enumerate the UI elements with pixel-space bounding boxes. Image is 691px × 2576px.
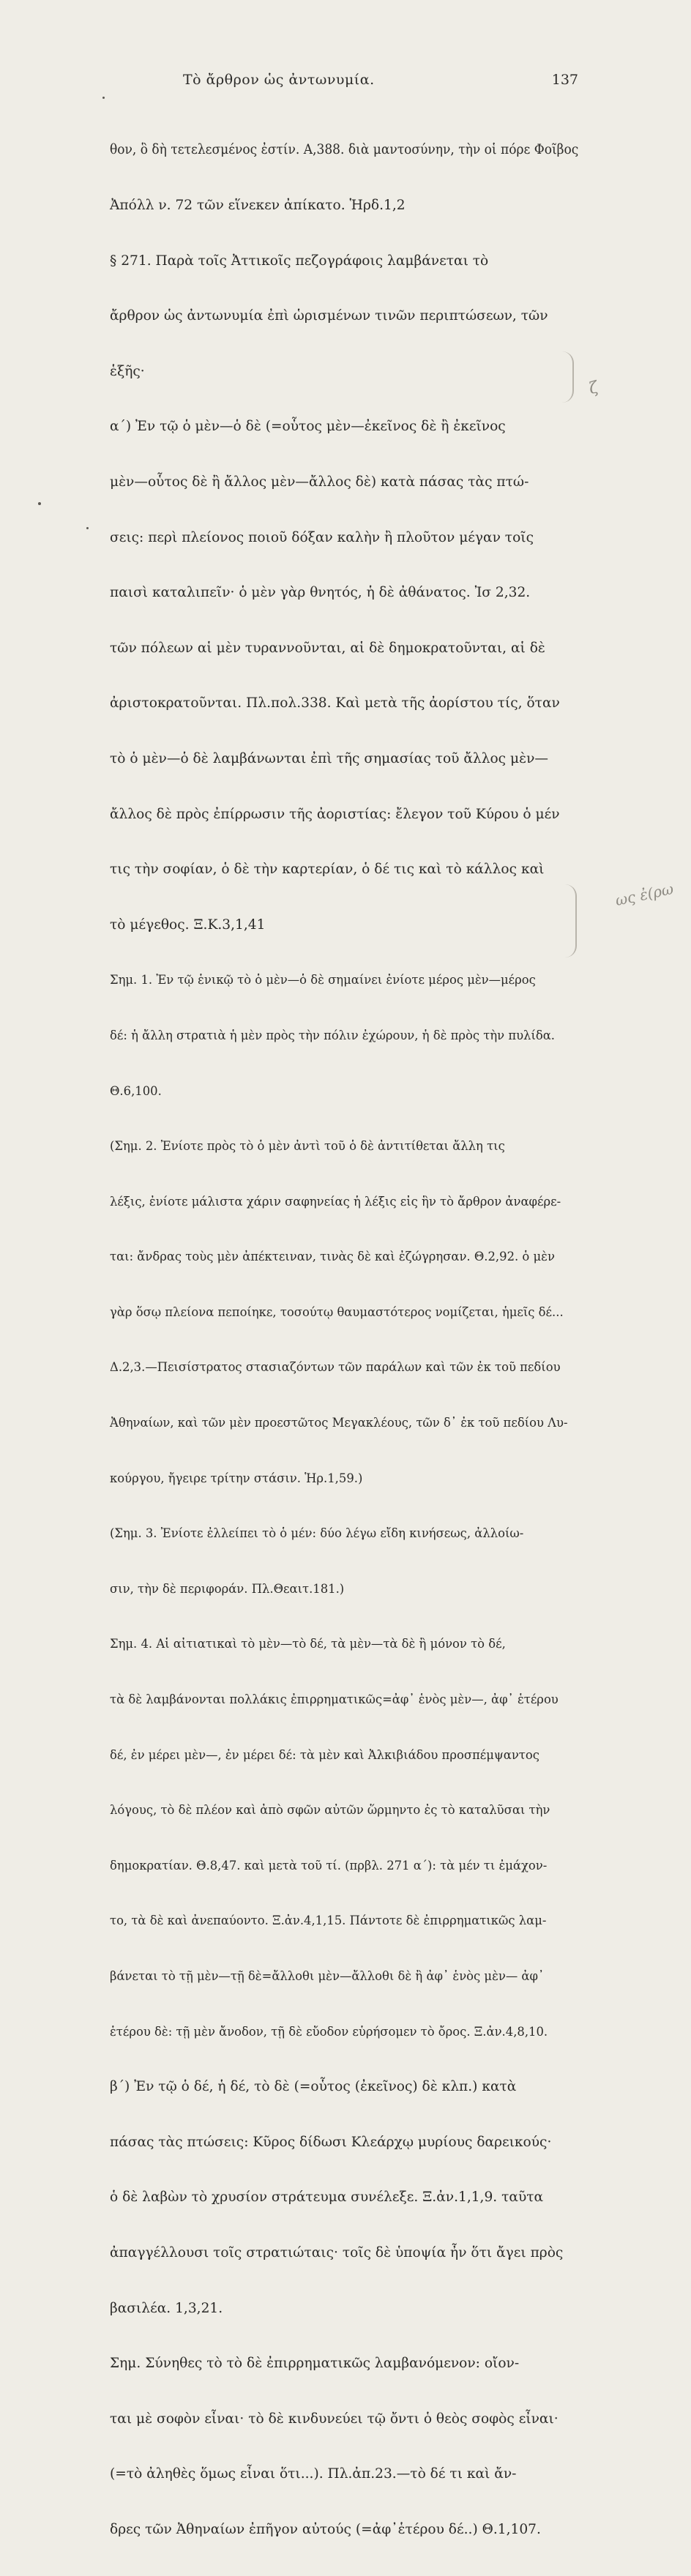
note-line: το, τὰ δὲ καὶ ἀνεπαύοντο. Ξ.ἀν.4,1,15. Πάντοτε δὲ ἐπιρρηματικῶς λαμ-	[110, 1914, 547, 1928]
text-line: ὁ δὲ λαβὼν τὸ χρυσίον στράτευμα συνέλεξε. Ξ.ἀν.1,1,9. ταῦτα	[110, 2189, 544, 2206]
text-line: τῶν πόλεων αἱ μὲν τυραννοῦνται, αἱ δὲ δημοκρατοῦνται, αἱ δὲ	[110, 640, 545, 656]
text-line: α´) Ἐν τῷ ὁ μὲν—ὁ δὲ (=οὗτος μὲν—ἐκεῖνος δὲ ἢ ἐκεῖνος	[110, 419, 506, 435]
note-line: Θ.6,100.	[110, 1083, 162, 1098]
ink-speck	[38, 502, 41, 505]
page-header	[110, 72, 578, 97]
text-line: ἄρθρον ὡς ἀντωνυμία ἐπὶ ὡρισμένων τινῶν περιπτώσεων, τῶν	[110, 308, 548, 324]
note-line: ἑτέρου δὲ: τῇ μὲν ἄνοδον, τῇ δὲ εὔοδον εὑρήσομεν τὸ ὄρος. Ξ.ἀν.4,8,10.	[110, 2024, 548, 2039]
margin-note: ζ	[586, 378, 601, 399]
text-line: θον, ὃ δὴ τετελεσμένος ἐστίν. Α,388. διὰ μαντοσύνην, τὴν οἱ πόρε Φοῖβος	[110, 142, 579, 158]
text-line: ἄλλος δὲ πρὸς ἐπίρρωσιν τῆς ἀοριστίας: ἔλεγον τοῦ Κύρου ὁ μέν	[110, 806, 560, 822]
note-line: δέ, ἐν μέρει μὲν—, ἐν μέρει δέ: τὰ μὲν καὶ Ἀλκιβιάδου προσπέμψαντος	[110, 1747, 539, 1762]
text-line: (=τὸ ἀληθὲς ὅμως εἶναι ὅτι...). Πλ.ἀπ.23.—τὸ δέ τι καὶ ἄν-	[110, 2466, 517, 2482]
note-line: ται: ἄνδρας τοὺς μὲν ἀπέκτειναν, τινὰς δὲ καὶ ἐζώγρησαν. Θ.2,92. ὁ μὲν	[110, 1250, 555, 1264]
note-line: σιν, τὴν δὲ περιφοράν. Πλ.Θεαιτ.181.)	[110, 1581, 345, 1596]
text-line: ἑξῆς·	[110, 363, 145, 379]
note-line: (Σημ. 3. Ἐνίοτε ἐλλείπει τὸ ὁ μέν: δύο λέγω εἴδη κινήσεως, ἀλλοίω-	[110, 1526, 524, 1541]
text-line: τις τὴν σοφίαν, ὁ δὲ τὴν καρτερίαν, ὁ δέ τις καὶ τὸ κάλλος καὶ	[110, 862, 545, 878]
text-line: τὸ μέγεθος. Ξ.Κ.3,1,41	[110, 916, 266, 933]
note-line: Σημ. 4. Αἱ αἰτιατικαὶ τὸ μὲν—τὸ δέ, τὰ μὲν—τὰ δὲ ἢ μόνον τὸ δέ,	[110, 1637, 506, 1651]
text-line: μὲν—οὗτος δὲ ἢ ἄλλος μὲν—ἄλλος δὲ) κατὰ πάσας τὰς πτώ-	[110, 474, 529, 490]
body-text	[110, 104, 578, 2576]
section-heading-line: § 271. Παρὰ τοῖς Ἀττικοῖς πεζογράφοις λαμβάνεται τὸ	[110, 253, 489, 269]
text-line: τὸ ὁ μὲν—ὁ δὲ λαμβάνωνται ἐπὶ τῆς σημασίας τοῦ ἄλλος μὲν—	[110, 750, 548, 766]
pencil-bracket	[565, 884, 577, 957]
margin-note: ως ἐ(ρω	[613, 879, 676, 910]
running-head: Τὸ ἄρθρον ὡς ἀντωνυμία.	[183, 72, 375, 88]
note-line: βάνεται τὸ τῇ μὲν—τῇ δὲ=ἄλλοθι μὲν—ἄλλοθι δὲ ἢ ἀφ᾽ ἑνὸς μὲν— ἀφ᾽	[110, 1969, 545, 1983]
page-number: 137	[551, 72, 578, 88]
note-line: τὰ δὲ λαμβάνονται πολλάκις ἐπιρρηματικῶς=ἀφ᾽ ἑνὸς μὲν—, ἀφ᾽ ἑτέρου	[110, 1692, 559, 1707]
note-line: κούργου, ἤγειρε τρίτην στάσιν. Ἡρ.1,59.)	[110, 1471, 363, 1485]
note-line: γὰρ ὅσῳ πλείονα πεποίηκε, τοσούτῳ θαυμαστότερος νομίζεται, ἡμεῖς δέ...	[110, 1304, 564, 1319]
note-line: Δ.2,3.—Πεισίστρατος στασιαζόντων τῶν παράλων καὶ τῶν ἐκ τοῦ πεδίου	[110, 1360, 561, 1375]
note-line: λέξις, ἐνίοτε μάλιστα χάριν σαφηνείας ἡ λέξις εἰς ἣν τὸ ἄρθρον ἀναφέρε-	[110, 1194, 561, 1209]
text-line: Σημ. Σύνηθες τὸ τὸ δὲ ἐπιρρηματικῶς λαμβανόμενον: οἴον-	[110, 2356, 520, 2372]
ink-speck	[86, 527, 89, 529]
text-line: πάσας τὰς πτώσεις: Κῦρος δίδωσι Κλεάρχῳ μυρίους δαρεικούς·	[110, 2134, 552, 2150]
text-line: β´) Ἐν τῷ ὁ δέ, ἡ δέ, τὸ δὲ (=οὗτος (ἐκεῖνος) δὲ κλπ.) κατὰ	[110, 2079, 517, 2095]
text-line: ἀριστοκρατοῦνται. Πλ.πολ.338. Καὶ μετὰ τῆς ἀορίστου τίς, ὅταν	[110, 695, 560, 712]
text-line: Ἀπόλλ ν. 72 τῶν εἵνεκεν ἀπίκατο. Ἡρδ.1,2	[110, 198, 406, 213]
ink-speck	[102, 97, 105, 99]
note-line: Σημ. 1. Ἐν τῷ ἑνικῷ τὸ ὁ μὲν—ὁ δὲ σημαίνει ἐνίοτε μέρος μὲν—μέρος	[110, 973, 536, 988]
text-line: ἀπαγγέλλουσι τοῖς στρατιώταις· τοῖς δὲ ὑποψία ἦν ὅτι ἄγει πρὸς	[110, 2244, 564, 2260]
text-line: δρες τῶν Ἀθηναίων ἐπῆγον αὐτούς (=ἀφ᾽ἑτέρου δέ..) Θ.1,107.	[110, 2521, 541, 2537]
text-line: βασιλέα. 1,3,21.	[110, 2300, 223, 2316]
pencil-bracket	[562, 351, 574, 403]
note-line: (Σημ. 2. Ἐνίοτε πρὸς τὸ ὁ μὲν ἀντὶ τοῦ ὁ δὲ ἀντιτίθεται ἄλλη τις	[110, 1139, 505, 1154]
text-line: σεις: περὶ πλείονος ποιοῦ δόξαν καλὴν ἢ πλοῦτον μέγαν τοῖς	[110, 529, 534, 545]
note-line: δημοκρατίαν. Θ.8,47. καὶ μετὰ τοῦ τί. (πρβλ. 271 α´): τὰ μέν τι ἐμάχον-	[110, 1858, 548, 1873]
text-line: παισὶ καταλιπεῖν· ὁ μὲν γὰρ θνητός, ἡ δὲ ἀθάνατος. Ἰσ 2,32.	[110, 585, 531, 601]
text-line: ται μὲ σοφὸν εἶναι· τὸ δὲ κινδυνεύει τῷ ὄντι ὁ θεὸς σοφὸς εἶναι·	[110, 2411, 559, 2427]
note-line: δέ: ἡ ἄλλη στρατιὰ ἡ μὲν πρὸς τὴν πόλιν ἐχώρουν, ἡ δὲ πρὸς τὴν πυλίδα.	[110, 1028, 556, 1042]
note-line: λόγους, τὸ δὲ πλέον καὶ ἀπὸ σφῶν αὐτῶν ὥρμηντο ἐς τὸ καταλῦσαι τὴν	[110, 1803, 550, 1818]
note-line: Ἀθηναίων, καὶ τῶν μὲν προεστῶτος Μεγακλέους, τῶν δ᾽ ἐκ τοῦ πεδίου Λυ-	[110, 1416, 568, 1430]
